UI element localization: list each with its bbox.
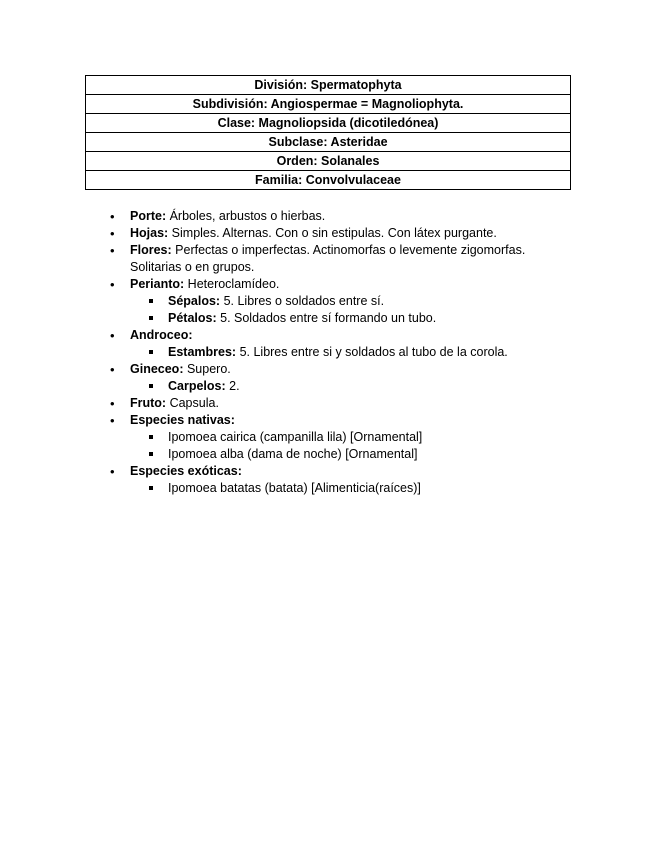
perianto-sublist xyxy=(130,293,550,327)
division-cell: División: Spermatophyta xyxy=(86,76,571,95)
order-cell: Orden: Solanales xyxy=(86,152,571,171)
item-text: Simples. Alternas. Con o sin estipulas. Con látex purgante. xyxy=(168,226,497,240)
item-text: Capsula. xyxy=(166,396,219,410)
description-list xyxy=(0,208,655,497)
item-label: Fruto: xyxy=(130,396,167,410)
item-text: 5. Soldados entre sí formando un tubo. xyxy=(216,311,437,325)
item-text: 5. Libres entre si y soldados al tubo de la corola. xyxy=(236,345,508,359)
item-label: Hojas: xyxy=(130,226,169,240)
item-text: Perfectas o imperfectas. Actinomorfas o levemente zigomorfas. Solitarias o en grupos. xyxy=(130,243,526,274)
taxonomy-table xyxy=(85,75,571,190)
exotic-species-sublist xyxy=(130,480,550,497)
table-row xyxy=(86,152,571,171)
list-item-especies-nativas xyxy=(130,412,550,463)
item-text: 5. Libres o soldados entre sí. xyxy=(220,294,385,308)
item-label: Androceo: xyxy=(130,328,193,342)
subdivision-cell: Subdivisión: Angiospermae = Magnoliophyta. xyxy=(86,95,571,114)
list-item-hojas xyxy=(130,225,550,242)
list-item-species: Ipomoea batatas (batata) [Alimenticia(raíces)] xyxy=(168,480,550,497)
item-text: Árboles, arbustos o hierbas. xyxy=(166,209,326,223)
gineceo-sublist xyxy=(130,378,550,395)
family-cell: Familia: Convolvulaceae xyxy=(86,171,571,190)
list-item-carpelos xyxy=(168,378,550,395)
table-row xyxy=(86,95,571,114)
item-label: Sépalos: xyxy=(168,294,221,308)
item-text: 2. xyxy=(225,379,240,393)
list-item-species: Ipomoea cairica (campanilla lila) [Ornamental] xyxy=(168,429,550,446)
characteristics-list xyxy=(0,208,550,497)
item-label: Gineceo: xyxy=(130,362,184,376)
item-label: Especies nativas: xyxy=(130,413,235,427)
list-item-androceo xyxy=(130,327,550,361)
list-item-estambres xyxy=(168,344,550,361)
table-row xyxy=(86,76,571,95)
class-cell: Clase: Magnoliopsida (dicotiledónea) xyxy=(86,114,571,133)
item-text: Supero. xyxy=(183,362,231,376)
list-item-porte xyxy=(130,208,550,225)
item-label: Flores: xyxy=(130,243,172,257)
item-label: Perianto: xyxy=(130,277,185,291)
subclass-cell: Subclase: Asteridae xyxy=(86,133,571,152)
item-label: Porte: xyxy=(130,209,167,223)
native-species-sublist xyxy=(130,429,550,463)
androceo-sublist xyxy=(130,344,550,361)
list-item-gineceo xyxy=(130,361,550,395)
item-text: Heteroclamídeo. xyxy=(184,277,280,291)
list-item-especies-exoticas xyxy=(130,463,550,497)
list-item-fruto xyxy=(130,395,550,412)
item-label: Carpelos: xyxy=(168,379,226,393)
table-row xyxy=(86,114,571,133)
table-row xyxy=(86,133,571,152)
item-label: Especies exóticas: xyxy=(130,464,242,478)
list-item-flores xyxy=(130,242,550,276)
list-item-perianto xyxy=(130,276,550,327)
item-label: Estambres: xyxy=(168,345,237,359)
list-item-species: Ipomoea alba (dama de noche) [Ornamental] xyxy=(168,446,550,463)
table-row xyxy=(86,171,571,190)
item-label: Pétalos: xyxy=(168,311,217,325)
list-item-petalos xyxy=(168,310,550,327)
list-item-sepalos xyxy=(168,293,550,310)
